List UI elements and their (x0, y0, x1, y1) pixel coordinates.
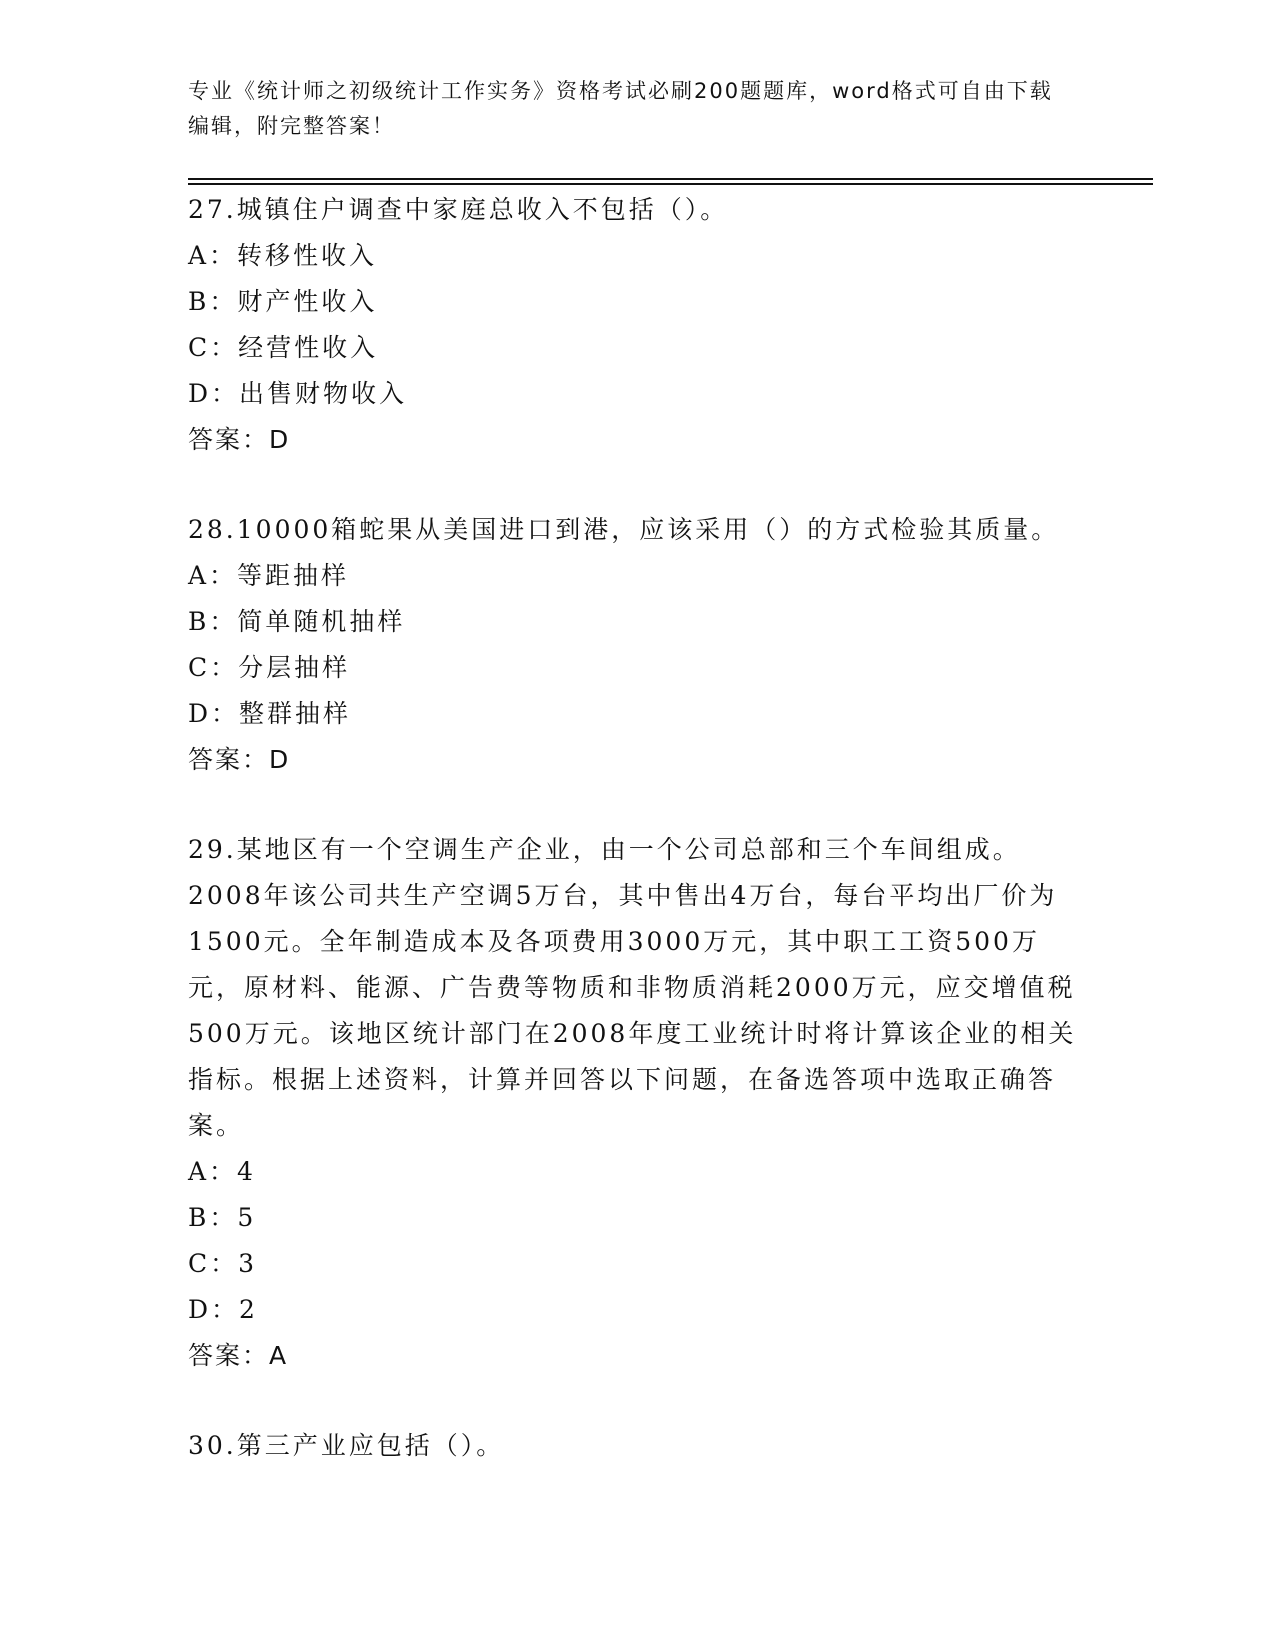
option-d: D：出售财物收入 (188, 379, 408, 408)
question-stem: 27.城镇住户调查中家庭总收入不包括（）。 (188, 195, 729, 224)
question-stem: 28.10000箱蛇果从美国进口到港，应该采用（）的方式检验其质量。 (188, 515, 1060, 544)
question-30 (188, 1423, 1088, 1469)
question-27 (188, 187, 1088, 463)
question-spacer (188, 783, 1088, 827)
option-a: A：等距抽样 (188, 561, 350, 590)
option-c: C：分层抽样 (188, 653, 351, 682)
question-spacer (188, 463, 1088, 507)
option-a: A：转移性收入 (188, 241, 378, 270)
option-d: D：整群抽样 (188, 699, 352, 728)
header-divider-bottom (188, 183, 1153, 185)
option-a: A：4 (188, 1157, 256, 1186)
option-c: C：经营性收入 (188, 333, 379, 362)
question-29 (188, 827, 1088, 1379)
answer-line: 答案：D (188, 425, 291, 454)
question-stem: 30.第三产业应包括（）。 (188, 1431, 505, 1460)
option-c: C：3 (188, 1249, 258, 1278)
document-header-intro: 专业《统计师之初级统计工作实务》资格考试必刷200题题库，word格式可自由下载编辑，附完整答案！ (188, 79, 1053, 138)
option-b: B：简单随机抽样 (188, 607, 406, 636)
answer-line: 答案：A (188, 1341, 289, 1370)
question-list (188, 187, 1088, 1469)
option-b: B：财产性收入 (188, 287, 378, 316)
question-spacer (188, 1379, 1088, 1423)
option-b: B：5 (188, 1203, 257, 1232)
question-28 (188, 507, 1088, 783)
option-d: D：2 (188, 1295, 258, 1324)
question-stem: 29.某地区有一个空调生产企业，由一个公司总部和三个车间组成。2008年该公司共生产空调5万台，其中售出4万台，每台平均出厂价为1500元。全年制造成本及各项费用3000万元，其中职工工资500万元，原材料、能源、广告费等物质和非物质消耗2000万元，应交增值税500万元。该地区统计部门在2008年度工业统计时将计算该企业的相关指标。根据上述资料，计算并回答以下问题，在备选答项中选取正确答案。 (188, 835, 1077, 1140)
answer-line: 答案：D (188, 745, 291, 774)
header-divider-top (188, 178, 1153, 180)
